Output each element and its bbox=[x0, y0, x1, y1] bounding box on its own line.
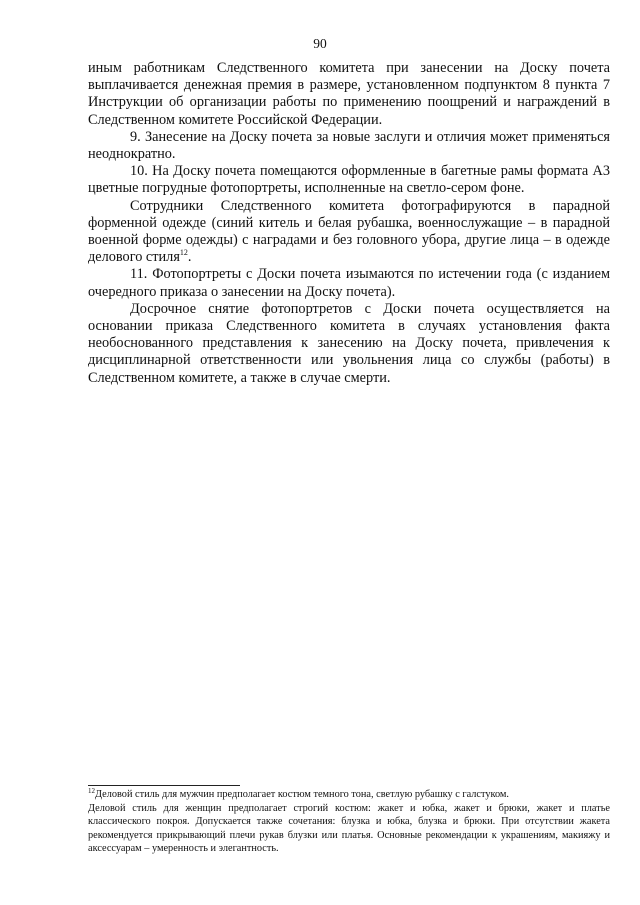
footnote-reference[interactable]: 12 bbox=[179, 248, 188, 258]
footnote-line-men bbox=[88, 788, 610, 802]
paragraph-dress-code bbox=[88, 198, 610, 267]
paragraph-dress-code-end: . bbox=[187, 249, 192, 266]
footnote-divider bbox=[88, 785, 240, 786]
paragraph-item-11: 11. Фотопортреты с Доски почета изымаются по истечении года (с изданием очередного приказа о занесении на Доску почета). bbox=[88, 266, 610, 300]
paragraph-early-removal: Досрочное снятие фотопортретов с Доски почета осуществляется на основании приказа Следственного комитета в случаях установления факта необоснованного представления к занесению на Доску почета, привлечения к дисциплинарной ответственности или увольнения лица со службы (работы) в Следственном комитете, а также в случае смерти. bbox=[88, 300, 610, 386]
paragraph-item-9: 9. Занесение на Доску почета за новые заслуги и отличия может применяться неоднократно. bbox=[88, 128, 610, 163]
footnote-mark: 12 bbox=[88, 787, 95, 795]
paragraph-premium: иным работникам Следственного комитета при занесении на Доску почета выплачивается денежная премия в размере, установленном подпунктом 8 пункта 7 Инструкции об организации работы по применению поощрений и награждений в Следственном комитете Российской Федерации. bbox=[88, 60, 610, 128]
document-body bbox=[88, 60, 610, 387]
footnote-block bbox=[88, 788, 610, 856]
paragraph-dress-code-text: Сотрудники Следственного комитета фотографируются в парадной форменной одежде (синий китель и белая рубашка, военнослужащие – в парадной военной форме одежды) с наградами и без головного убора, другие лица – в одежде делового стиля bbox=[88, 197, 610, 266]
page-number: 90 bbox=[313, 36, 327, 51]
footnote-text-women: Деловой стиль для женщин предполагает строгий костюм: жакет и юбка, жакет и брюки, жакет и платье классического покроя. Допускается также сочетания: блузка и юбка, блузка и брюки. При отсутствии жакета рекомендуется прикрывающий плечи рукав блузки или платья. Основные рекомендации к украшениям, макияжу и аксессуарам – умеренность и элегантность. bbox=[88, 802, 610, 855]
paragraph-item-10: 10. На Доску почета помещаются оформленные в багетные рамы формата А3 цветные погрудные фотопортреты, исполненные на светло-сером фоне. bbox=[88, 163, 610, 197]
footnote-text-men: Деловой стиль для мужчин предполагает костюм темного тона, светлую рубашку с галстуком. bbox=[95, 789, 510, 800]
